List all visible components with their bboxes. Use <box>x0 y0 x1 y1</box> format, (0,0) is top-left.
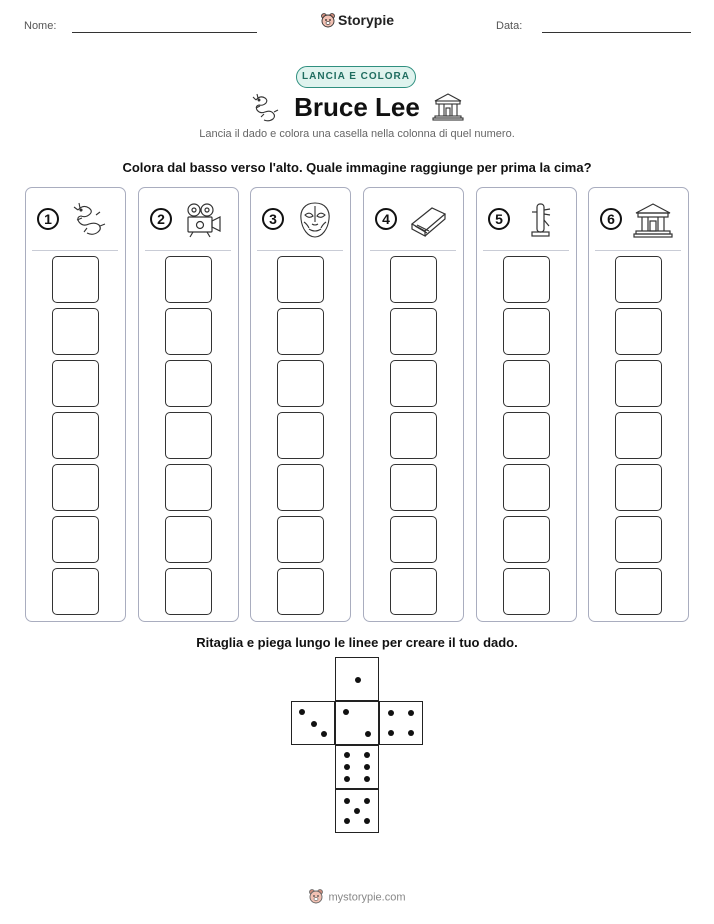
color-cell[interactable] <box>165 360 212 407</box>
color-cell[interactable] <box>390 256 437 303</box>
color-cell[interactable] <box>52 568 99 615</box>
color-cell[interactable] <box>277 412 324 459</box>
die-pip <box>388 730 394 736</box>
color-cell[interactable] <box>615 568 662 615</box>
color-cell[interactable] <box>503 516 550 563</box>
die-pip <box>355 677 361 683</box>
color-cell[interactable] <box>52 464 99 511</box>
color-cell[interactable] <box>503 360 550 407</box>
column-number: 5 <box>488 208 510 230</box>
temple-icon <box>432 92 464 122</box>
color-cell[interactable] <box>165 464 212 511</box>
brand-logo <box>0 12 714 31</box>
color-cell[interactable] <box>503 412 550 459</box>
column-number: 2 <box>150 208 172 230</box>
color-cell[interactable] <box>390 568 437 615</box>
activity-badge: LANCIA E COLORA <box>296 66 416 88</box>
color-cell[interactable] <box>277 568 324 615</box>
die-pip <box>364 776 370 782</box>
die-face-3 <box>291 701 335 745</box>
column-number: 6 <box>600 208 622 230</box>
mask-icon <box>295 202 335 238</box>
column-1 <box>25 187 126 622</box>
subtitle: Lancia il dado e colora una casella nella colonna di quel numero. <box>199 128 515 140</box>
name-label: Nome: <box>24 20 57 32</box>
die-pip <box>364 752 370 758</box>
die-pip <box>364 798 370 804</box>
color-cell[interactable] <box>390 360 437 407</box>
color-cell[interactable] <box>390 464 437 511</box>
color-cell[interactable] <box>165 308 212 355</box>
color-cell[interactable] <box>277 464 324 511</box>
column-number: 4 <box>375 208 397 230</box>
film-camera-icon <box>183 202 223 238</box>
color-cell[interactable] <box>165 516 212 563</box>
die-pip <box>408 730 414 736</box>
bear-logo-icon <box>320 12 336 31</box>
die-face-6 <box>335 745 379 789</box>
die-pip <box>344 752 350 758</box>
color-cell[interactable] <box>390 308 437 355</box>
color-cell[interactable] <box>277 516 324 563</box>
color-cell[interactable] <box>503 464 550 511</box>
die-pip <box>344 764 350 770</box>
die-face-1 <box>335 657 379 701</box>
column-number: 3 <box>262 208 284 230</box>
color-cell[interactable] <box>277 308 324 355</box>
name-line[interactable] <box>72 32 257 33</box>
die-pip <box>311 721 317 727</box>
footer-url[interactable]: mystorypie.com <box>328 891 406 904</box>
color-cell[interactable] <box>277 256 324 303</box>
color-cell[interactable] <box>165 412 212 459</box>
die-pip <box>344 818 350 824</box>
color-cell[interactable] <box>503 308 550 355</box>
die-pip <box>364 764 370 770</box>
color-cell[interactable] <box>615 256 662 303</box>
die-face-5 <box>335 789 379 833</box>
die-face-4 <box>379 701 423 745</box>
color-cell[interactable] <box>52 308 99 355</box>
color-cell[interactable] <box>615 516 662 563</box>
bear-logo-icon <box>308 888 324 907</box>
die-pip <box>365 731 371 737</box>
color-cell[interactable] <box>165 256 212 303</box>
color-cell[interactable] <box>390 516 437 563</box>
column-4 <box>363 187 464 622</box>
columns-instruction: Colora dal basso verso l'alto. Quale immagine raggiunge per prima la cima? <box>122 160 592 175</box>
die-pip <box>364 818 370 824</box>
die-pip <box>354 808 360 814</box>
date-line[interactable] <box>542 32 691 33</box>
die-pip <box>408 710 414 716</box>
color-cell[interactable] <box>52 412 99 459</box>
temple-icon <box>633 202 673 238</box>
column-3 <box>250 187 351 622</box>
color-cell[interactable] <box>52 516 99 563</box>
die-pip <box>343 709 349 715</box>
column-2 <box>138 187 239 622</box>
die-pip <box>299 709 305 715</box>
color-cell[interactable] <box>390 412 437 459</box>
color-cell[interactable] <box>503 568 550 615</box>
color-cell[interactable] <box>165 568 212 615</box>
column-5 <box>476 187 577 622</box>
footer <box>0 888 714 907</box>
column-6 <box>588 187 689 622</box>
die-face-2 <box>335 701 379 745</box>
color-cell[interactable] <box>503 256 550 303</box>
die-pip <box>321 731 327 737</box>
die-pip <box>344 776 350 782</box>
page-title: Bruce Lee <box>294 92 420 122</box>
color-cell[interactable] <box>615 412 662 459</box>
die-instruction: Ritaglia e piega lungo le linee per creare il tuo dado. <box>196 635 518 650</box>
column-number: 1 <box>37 208 59 230</box>
color-cell[interactable] <box>615 308 662 355</box>
dragon-icon <box>70 202 110 238</box>
brand-name: Storypie <box>337 12 394 29</box>
die-pip <box>388 710 394 716</box>
die-pip <box>344 798 350 804</box>
wooden-dummy-icon <box>521 202 561 238</box>
date-label: Data: <box>496 20 523 32</box>
book-icon <box>408 202 448 238</box>
color-cell[interactable] <box>277 360 324 407</box>
color-cell[interactable] <box>52 256 99 303</box>
color-cell[interactable] <box>615 464 662 511</box>
color-cell[interactable] <box>52 360 99 407</box>
color-cell[interactable] <box>615 360 662 407</box>
